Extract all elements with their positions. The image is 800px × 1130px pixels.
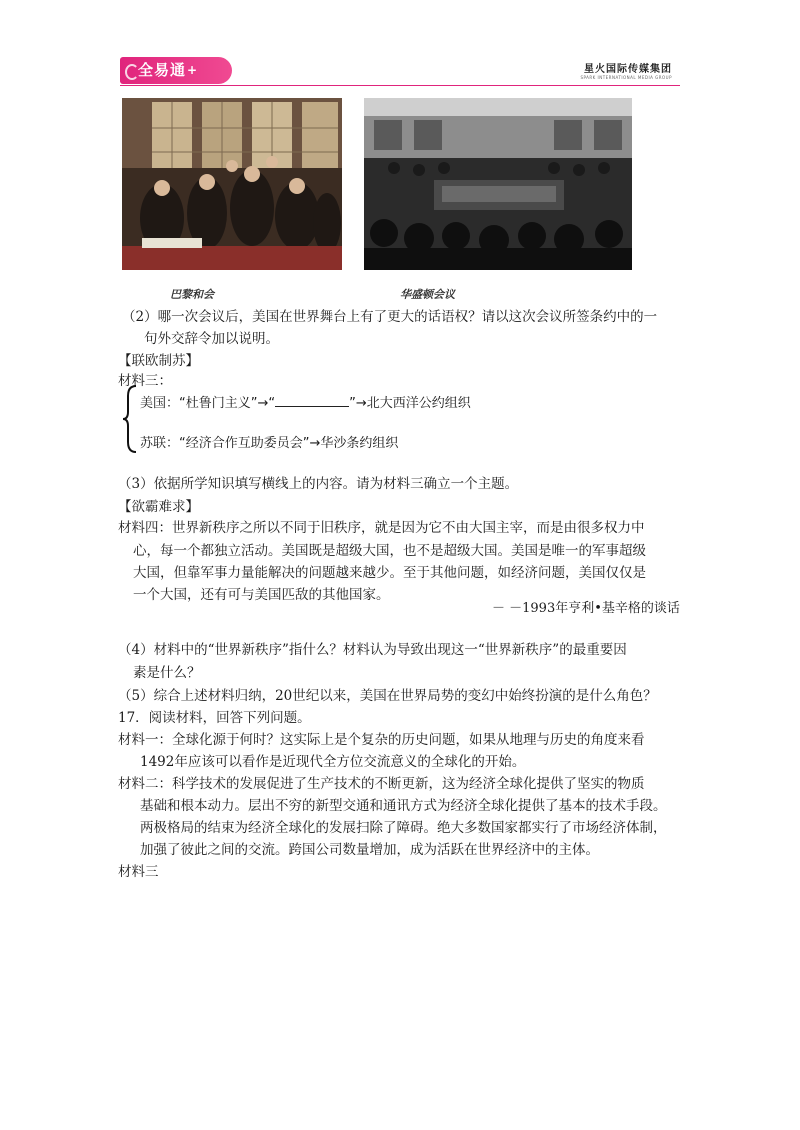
diagram-usa-prefix: 美国：“杜鲁门主义”→“: [140, 396, 276, 411]
washington-conference-photo: [364, 98, 632, 270]
material-2-line-1: 材料二：科学技术的发展促进了生产技术的不断更新，这为经济全球化提供了坚实的物质: [118, 776, 645, 792]
diagram-blank: [275, 394, 349, 407]
material-4-source: － －1993年亨利•基辛格的谈话: [492, 601, 680, 616]
question-5: （5）综合上述材料归纳，20世纪以来，美国在世界局势的变幻中始终扮演的是什么角色？: [118, 688, 657, 704]
material-3-label: 材料三：: [118, 373, 172, 389]
brace-icon: [122, 384, 140, 454]
material-2-line-3: 两极格局的结束为经济全球化的发展扫除了障碍。绝大多数国家都实行了市场经济体制，: [140, 820, 667, 836]
material-1-line-2: 1492年应该可以看作是近现代全方位交流意义的全球化的开始。: [140, 754, 526, 770]
paris-conference-photo: [122, 98, 342, 270]
question-4-line-2: 素是什么？: [133, 665, 201, 681]
header-divider: [120, 85, 680, 86]
material-1-line-1: 材料一：全球化源于何时？这实际上是个复杂的历史问题，如果从地理与历史的角度来看: [118, 732, 645, 748]
publisher-name-en: SPARK INTERNATIONAL MEDIA GROUP: [580, 75, 672, 80]
page-header: [120, 56, 680, 86]
material-4-line-4: 一个大国，还有可与美国匹敌的其他国家。: [133, 587, 390, 603]
question-3: （3）依据所学知识填写横线上的内容。请为材料三确立一个主题。: [118, 476, 519, 492]
question-2-line-2: 句外交辞令加以说明。: [144, 331, 279, 347]
logo-text: 全易通: [138, 61, 187, 79]
diagram-usa-suffix: ”→北大西洋公约组织: [349, 396, 471, 411]
material-2-line-4: 加强了彼此之间的交流。跨国公司数量增加，成为活跃在世界经济中的主体。: [140, 842, 599, 858]
question-4-line-1: （4）材料中的“世界新秩序”指什么？材料认为导致出现这一“世界新秩序”的最重要因: [118, 642, 627, 658]
material-4-line-3: 大国，但靠军事力量能解决的问题越来越少。至于其他问题，如经济问题，美国仅仅是: [133, 565, 646, 581]
question-2-line-1: （2）哪一次会议后，美国在世界舞台上有了更大的话语权？请以这次会议所签条约中的一: [122, 309, 658, 325]
publisher: [580, 60, 672, 80]
section-heading-yuba: 【欲霸难求】: [118, 499, 199, 515]
section-heading-lianou: 【联欧制苏】: [118, 353, 199, 369]
paris-conference-caption: 巴黎和会: [170, 288, 214, 301]
question-17: 17．阅读材料，回答下列问题。: [118, 710, 311, 726]
brand-logo: [120, 57, 232, 84]
diagram-ussr-line: 苏联：“经济合作互助委员会”→华沙条约组织: [140, 436, 399, 451]
material-3-label-2: 材料三: [118, 864, 159, 880]
diagram-usa-line: [140, 392, 471, 411]
material-4-line-2: 心，每一个都独立活动。美国既是超级大国，也不是超级大国。美国是唯一的军事超级: [133, 543, 646, 559]
logo-plus: +: [187, 63, 199, 77]
material-3-diagram: [122, 384, 542, 464]
washington-conference-caption: 华盛顿会议: [400, 288, 455, 301]
material-2-line-2: 基础和根本动力。层出不穷的新型交通和通讯方式为经济全球化提供了基本的技术手段。: [140, 798, 667, 814]
logo-ring-icon: [125, 64, 139, 80]
publisher-name: 星火国际传媒集团: [584, 64, 672, 75]
material-4-line-1: 材料四：世界新秩序之所以不同于旧秩序，就是因为它不由大国主宰，而是由很多权力中: [118, 520, 645, 536]
